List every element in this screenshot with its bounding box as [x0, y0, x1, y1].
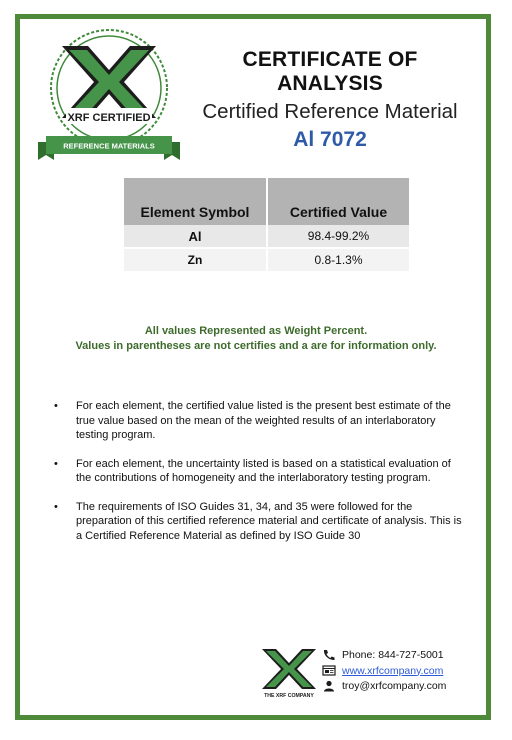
bullet-icon: • — [54, 457, 58, 470]
notes — [40, 324, 472, 354]
bullet-list — [52, 399, 462, 557]
bullet-text: For each element, the certified value listed is the present best estimate of the true value based on the mean of the weighted results of an interlaboratory testing program. — [76, 400, 451, 441]
table-header-row — [124, 178, 409, 225]
page-subtitle: Certified Reference Material — [202, 100, 458, 123]
web-icon — [322, 665, 336, 677]
element-symbol: Al — [124, 225, 267, 248]
website-link[interactable]: www.xrfcompany.com — [342, 664, 444, 677]
phone-icon — [322, 649, 336, 661]
table-row — [124, 225, 409, 248]
table-row — [124, 248, 409, 271]
page-title: CERTIFICATE OF ANALYSIS — [242, 48, 418, 95]
bullet-text: The requirements of ISO Guides 31, 34, and 35 were followed for the preparation of this certified reference material and certificate of analysis. This is a Certified Reference Material as defined by ISO Guide 30 — [76, 500, 462, 542]
alloy-name: Al 7072 — [293, 128, 367, 151]
contact-email — [322, 679, 472, 693]
xrf-certified-seal — [36, 26, 182, 166]
company-logo — [260, 647, 318, 699]
x-logo-icon — [262, 649, 316, 689]
certified-value: 98.4-99.2% — [267, 225, 409, 248]
email-text: troy@xrfcompany.com — [342, 680, 447, 692]
bullet-icon: • — [54, 500, 58, 513]
logo-caption: THE XRF COMPANY — [264, 693, 314, 699]
list-item — [52, 457, 462, 486]
seal-brand-text: XRF CERTIFIED — [67, 112, 151, 124]
bullet-text: For each element, the uncertainty listed is based on a statistical evaluation of the contributions of homogeneity and the interlaboratory testing program. — [76, 457, 451, 484]
note-weight-percent: All values Represented as Weight Percent. — [144, 325, 368, 337]
phone-text: Phone: 844-727-5001 — [342, 649, 444, 661]
certified-values-table — [124, 178, 409, 271]
element-symbol: Zn — [124, 248, 267, 271]
note-parentheses: Values in parentheses are not certifies and a are for information only. — [75, 340, 437, 352]
list-item — [52, 399, 462, 443]
list-item — [52, 500, 462, 544]
seal-ribbon-text: REFERENCE MATERIALS — [63, 141, 155, 151]
column-header-element: Element Symbol — [124, 178, 267, 225]
certified-value: 0.8-1.3% — [267, 248, 409, 271]
header — [190, 48, 470, 152]
person-icon — [322, 680, 336, 692]
bullet-icon: • — [54, 400, 58, 412]
contact-phone — [322, 648, 472, 662]
column-header-value: Certified Value — [267, 178, 409, 225]
contact-website[interactable] — [322, 664, 472, 678]
contact-info — [322, 648, 472, 695]
